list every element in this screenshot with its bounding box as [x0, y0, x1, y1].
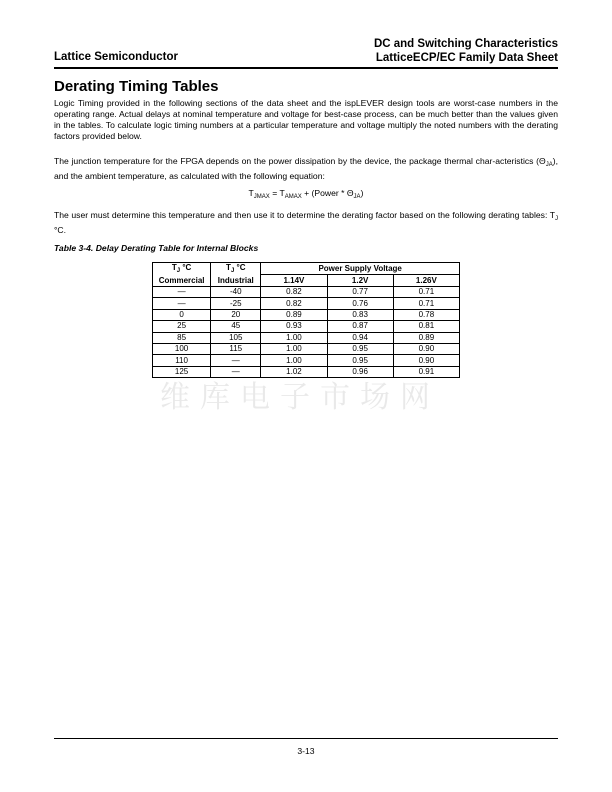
- table-caption: Table 3-4. Delay Derating Table for Internal Blocks: [54, 243, 259, 253]
- header-voltage: 1.2V: [327, 275, 393, 287]
- table-cell: —: [153, 298, 211, 309]
- table-cell: 0.96: [327, 366, 393, 377]
- table-cell: 0.95: [327, 355, 393, 366]
- table-cell: 115: [211, 343, 261, 354]
- table-cell: 0.94: [327, 332, 393, 343]
- table-cell: 0.82: [261, 298, 327, 309]
- paragraph-intro: Logic Timing provided in the following sections of the data sheet and the ispLEVER design tools are worst-case numbers in the operating range. Actual delays at nominal temperature and voltage for best-case process, can be much better than the values given in the tables. To calculate logic timing numbers at a particular temperature and voltage multiply the noted numbers with the derating factors provided below.: [54, 98, 558, 141]
- delay-derating-table: [152, 262, 460, 378]
- table-cell: 125: [153, 366, 211, 377]
- table-cell: 110: [153, 355, 211, 366]
- paragraph-derating-instructions: The user must determine this temperature and then use it to determine the derating factor based on the following derating tables: $T_J$ °C.: [54, 210, 558, 235]
- table-cell: 0.76: [327, 298, 393, 309]
- junction-temperature-equation: $T_{JMAX} = T_{AMAX}$ + (Power * $\Theta_{JA}$): [248, 188, 364, 200]
- header-commercial: $T_J$ °C Commercial: [153, 263, 211, 287]
- table-cell: 1.02: [261, 366, 327, 377]
- table-cell: 1.00: [261, 355, 327, 366]
- table-cell: 0.71: [393, 298, 459, 309]
- header-title-line1: DC and Switching Characteristics: [373, 38, 558, 50]
- table-row: [153, 355, 460, 366]
- table-cell: 0.89: [261, 309, 327, 320]
- table-row: [153, 309, 460, 320]
- table-cell: 45: [211, 321, 261, 332]
- table-cell: 0.95: [327, 343, 393, 354]
- paragraph-junction-temp: The junction temperature for the FPGA depends on the power dissipation by the device, the package thermal char-acteristics $(\Theta_{JA})$, and the ambient temperature, as calculated with the following equation:: [54, 156, 558, 181]
- header-rule: [54, 67, 558, 69]
- table-cell: 1.00: [261, 343, 327, 354]
- page-number: 3-13: [297, 746, 315, 756]
- table-cell: 0.81: [393, 321, 459, 332]
- table-row: [153, 321, 460, 332]
- table-cell: 0.78: [393, 309, 459, 320]
- header-power-supply-voltage: Power Supply Voltage: [261, 263, 460, 275]
- table-cell: 0: [153, 309, 211, 320]
- table-row: [153, 298, 460, 309]
- table-cell: —: [153, 287, 211, 298]
- table-cell: 20: [211, 309, 261, 320]
- table-cell: 0.91: [393, 366, 459, 377]
- table-cell: -25: [211, 298, 261, 309]
- table-cell: 0.77: [327, 287, 393, 298]
- table-cell: 105: [211, 332, 261, 343]
- header-industrial: $T_J$ °C Industrial: [211, 263, 261, 287]
- footer-rule: [54, 738, 558, 739]
- watermark: 维库电子市场网: [160, 380, 440, 415]
- table-cell: 85: [153, 332, 211, 343]
- table-cell: 0.83: [327, 309, 393, 320]
- header-title-line2: LatticeECP/EC Family Data Sheet: [375, 52, 558, 64]
- table-cell: —: [211, 366, 261, 377]
- table-cell: —: [211, 355, 261, 366]
- header-voltage: 1.26V: [393, 275, 459, 287]
- table-cell: 0.90: [393, 355, 459, 366]
- table-cell: 0.89: [393, 332, 459, 343]
- table-row: [153, 343, 460, 354]
- table-row: [153, 332, 460, 343]
- table-row: [153, 287, 460, 298]
- table-cell: 25: [153, 321, 211, 332]
- table-cell: 100: [153, 343, 211, 354]
- table-cell: 0.90: [393, 343, 459, 354]
- table-cell: 1.00: [261, 332, 327, 343]
- header-voltage: 1.14V: [261, 275, 327, 287]
- table-cell: 0.82: [261, 287, 327, 298]
- table-cell: 0.93: [261, 321, 327, 332]
- section-title: Derating Timing Tables: [54, 78, 219, 95]
- table-cell: 0.71: [393, 287, 459, 298]
- table-cell: -40: [211, 287, 261, 298]
- table-cell: 0.87: [327, 321, 393, 332]
- document-title: [374, 37, 558, 65]
- company-name: Lattice Semiconductor: [54, 51, 178, 63]
